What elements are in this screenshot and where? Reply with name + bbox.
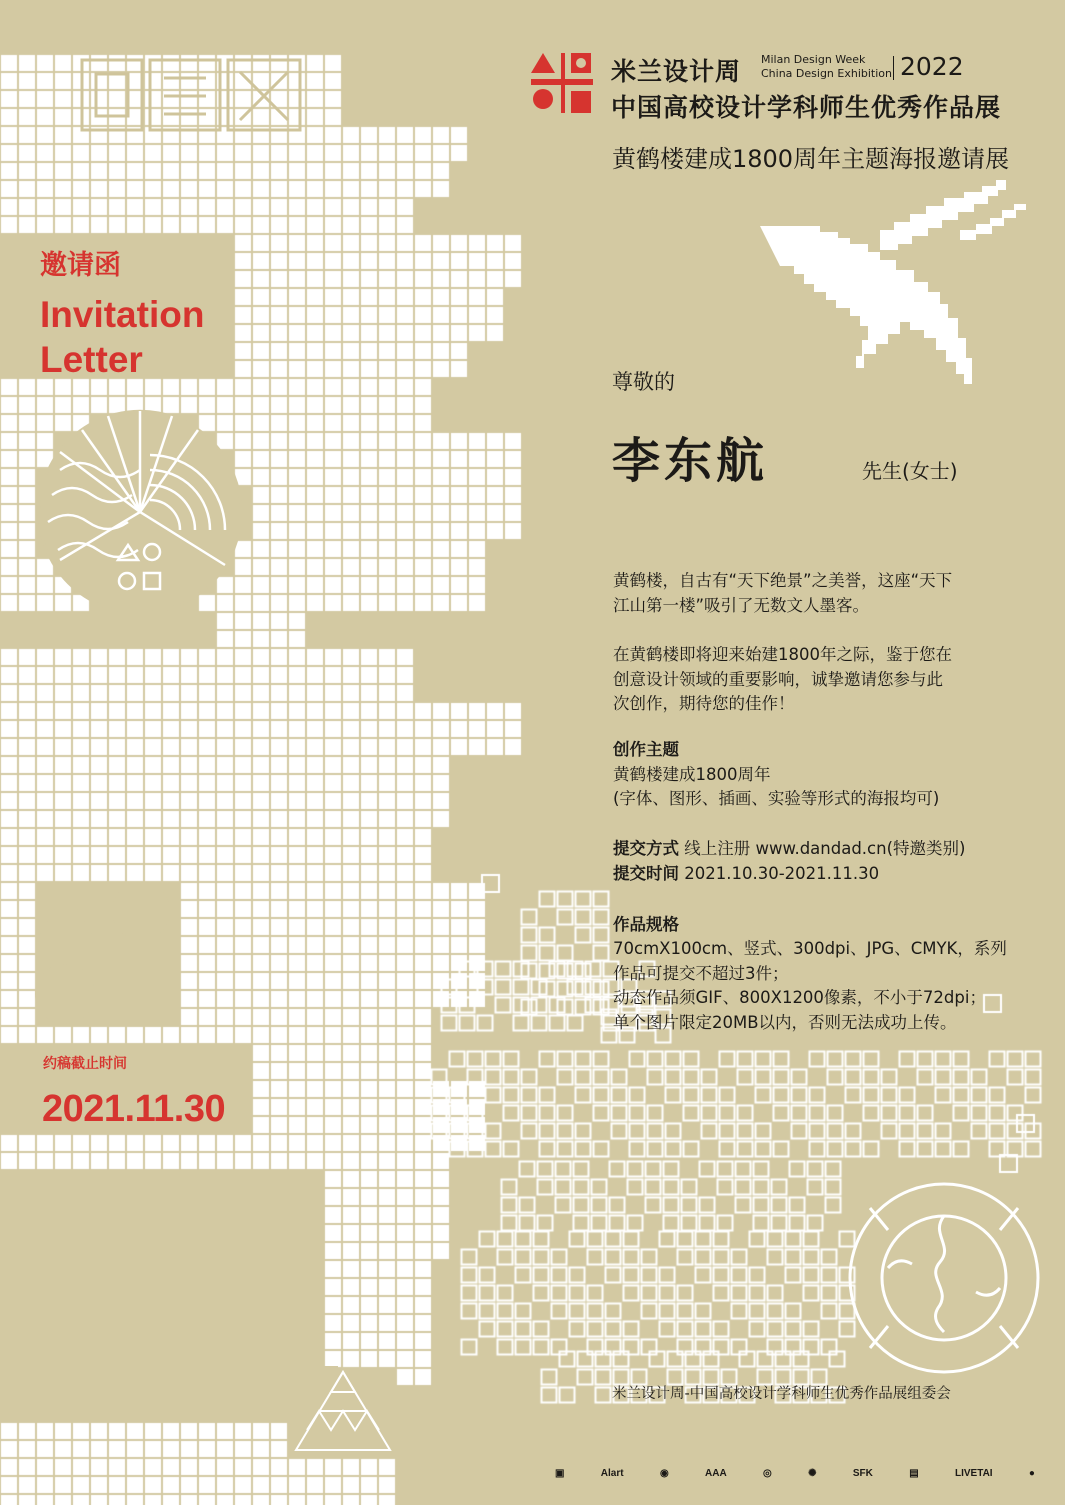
sponsor-logo-icon: ◉ — [659, 1467, 669, 1479]
exhibition-title: 黄鹤楼建成1800周年主题海报邀请展 — [612, 145, 1010, 173]
organizer-credit: 米兰设计周-中国高校设计学科师生优秀作品展组委会 — [612, 1386, 951, 1402]
milan-design-week-logo — [531, 53, 593, 113]
header-divider — [893, 56, 894, 80]
deadline-date: 2021.11.30 — [42, 1088, 226, 1130]
submit-time-label: 提交时间 — [613, 864, 679, 883]
header-title-en-line1: Milan Design Week — [761, 53, 866, 66]
fan-wave-circle-icon — [39, 411, 241, 613]
submit-method-value: 线上注册 www.dandad.cn(特邀类别) — [684, 839, 966, 858]
sponsor-logo-icon: ▣ — [555, 1467, 565, 1479]
deadline-label: 约稿截止时间 — [43, 1056, 127, 1072]
wave-circle-emblem-icon — [850, 1184, 1038, 1372]
letter-line: 创意设计领域的重要影响，诚挚邀请您参与此 — [613, 670, 943, 689]
sponsor-logos — [555, 1458, 1035, 1488]
sponsor-logo-icon: ✺ — [808, 1467, 817, 1479]
spec-line: 动态作品须GIF、800X1200像素，不小于72dpi； — [613, 988, 986, 1007]
header-title-en-line2: China Design Exhibition — [761, 67, 892, 80]
theme-heading: 创作主题 — [613, 740, 679, 759]
geometric-shapes-icon — [35, 882, 170, 1024]
submit-method-row — [613, 837, 965, 861]
header-subtitle-cn: 中国高校设计学科师生优秀作品展 — [611, 93, 1002, 122]
submit-time-row — [613, 862, 879, 886]
spec-heading: 作品规格 — [613, 915, 679, 934]
white-crane-icon — [760, 180, 1026, 384]
theme-line: 黄鹤楼建成1800周年 — [613, 765, 771, 784]
tan-crane-icon — [40, 1184, 338, 1374]
letter-line: 次创作，期待您的佳作！ — [613, 694, 795, 713]
sponsor-logo: Alart — [600, 1467, 624, 1479]
header-title-en — [761, 53, 892, 81]
sponsor-logo-icon: ● — [1028, 1467, 1035, 1479]
letter-line: 黄鹤楼，自古有“天下绝景”之美誉，这座“天下 — [613, 571, 953, 590]
pixel-wordmark-icon — [82, 60, 300, 130]
recipient-honorific: 先生(女士) — [862, 459, 958, 483]
submit-method-label: 提交方式 — [613, 839, 679, 858]
header-year: 2022 — [900, 52, 964, 81]
triangle-pattern-icon — [296, 1372, 390, 1450]
submit-time-value: 2021.10.30-2021.11.30 — [684, 864, 880, 883]
sponsor-logo: AAA — [705, 1467, 727, 1479]
invitation-title-en-line2: Letter — [40, 339, 143, 380]
header-title-cn: 米兰设计周 — [611, 57, 742, 86]
letter-line: 江山第一楼”吸引了无数文人墨客。 — [613, 596, 870, 615]
sponsor-logo-icon: ◎ — [763, 1467, 772, 1479]
invitation-title-en-line1: Invitation — [40, 294, 205, 335]
spec-line: 70cmX100cm、竖式、300dpi、JPG、CMYK，系列 — [613, 939, 1007, 958]
sponsor-logo: SFK — [852, 1467, 873, 1479]
sponsor-logo: LIVETAI — [954, 1467, 993, 1479]
spec-line: 单个图片限定20MB以内，否则无法成功上传。 — [613, 1013, 957, 1032]
letter-line: 在黄鹤楼即将迎来始建1800年之际，鉴于您在 — [613, 645, 952, 664]
salutation: 尊敬的 — [612, 370, 675, 394]
recipient-name: 李东航 — [612, 433, 769, 489]
invitation-title-cn: 邀请函 — [40, 250, 121, 281]
sponsor-logo-icon: ▤ — [909, 1467, 919, 1479]
theme-line: (字体、图形、插画、实验等形式的海报均可) — [613, 789, 940, 808]
spec-line: 作品可提交不超过3件； — [613, 964, 789, 983]
